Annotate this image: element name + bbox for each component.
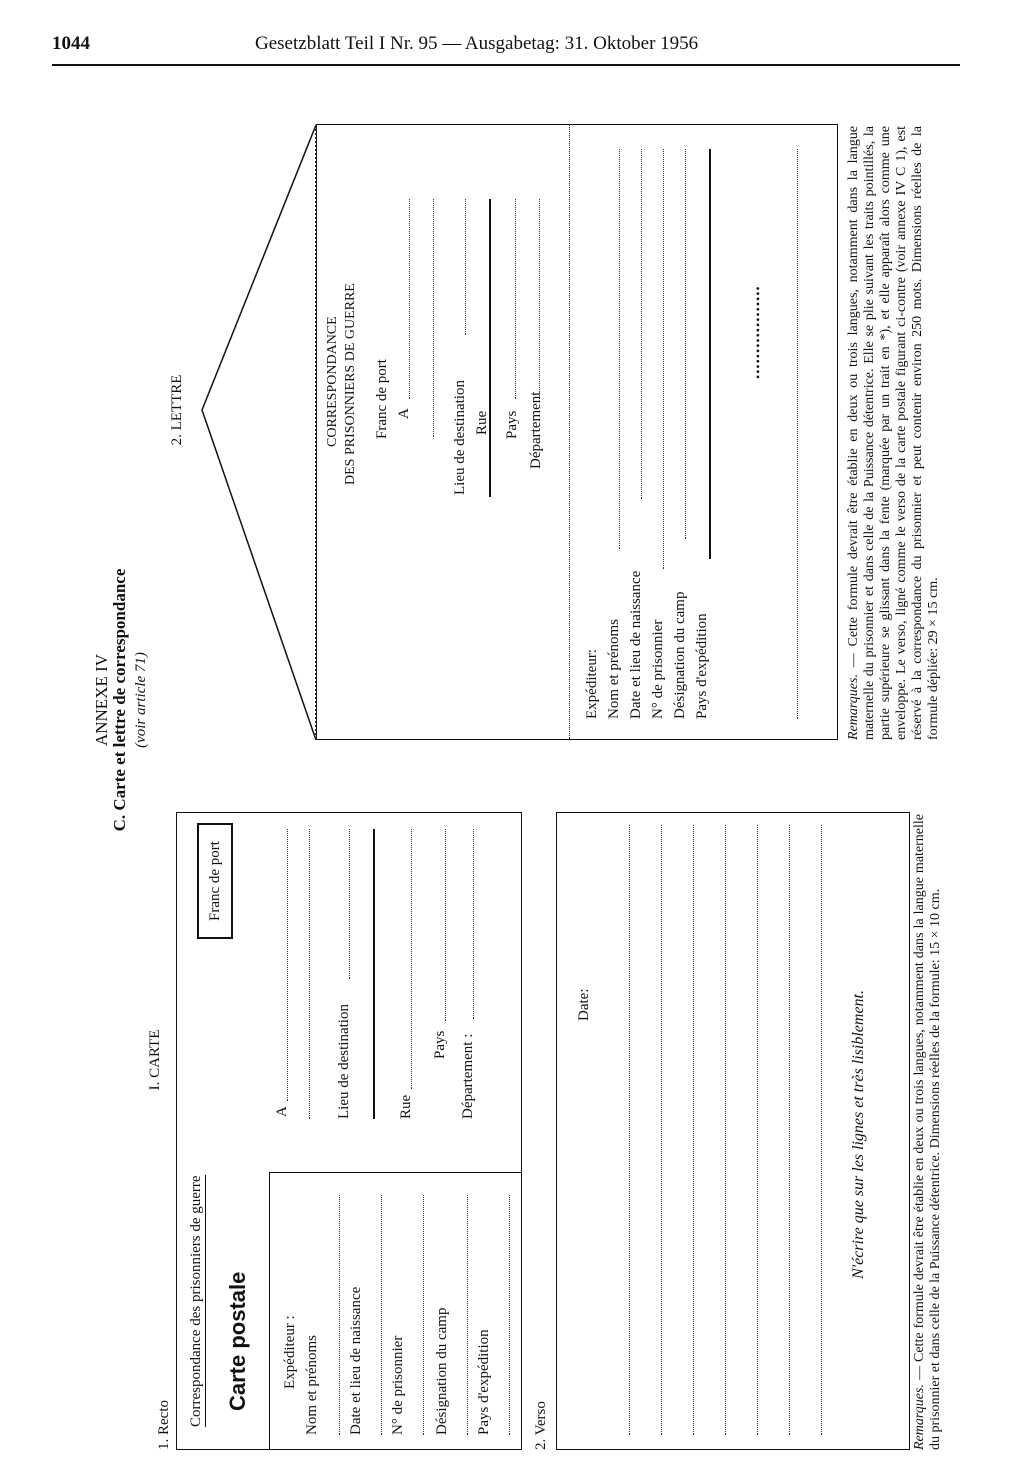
lettre-dotline bbox=[539, 199, 540, 399]
recto-field-pays: Pays bbox=[432, 1030, 448, 1059]
carte-remarks-label: Remarques. bbox=[912, 1384, 927, 1450]
lettre-sender-number: N° de prisonnier bbox=[650, 619, 666, 719]
lettre-remarks-label: Remarques. bbox=[846, 674, 861, 740]
lettre-sender-country: Pays d'expédition bbox=[694, 613, 710, 719]
page-number: 1044 bbox=[52, 33, 90, 54]
fold-line-top bbox=[315, 125, 317, 739]
lettre-header-line1: CORRESPONDANCE bbox=[325, 316, 340, 447]
recto-dotline bbox=[349, 829, 350, 979]
verso-dotline bbox=[661, 825, 662, 1435]
recto-top-line: Correspondance des prisonniers de guerre bbox=[188, 1175, 204, 1427]
verso-label: 2. Verso bbox=[533, 1401, 549, 1450]
stamp-box bbox=[197, 823, 233, 939]
recto-field-street: Rue bbox=[398, 1094, 414, 1119]
lettre-dotline bbox=[641, 149, 642, 499]
flap-outline bbox=[202, 125, 316, 740]
header-title: Gesetzblatt Teil I Nr. 95 — Ausgabetag: 31. Oktober 1956 bbox=[255, 33, 699, 54]
recto-dotline bbox=[423, 1195, 424, 1435]
fold-line-middle bbox=[569, 125, 570, 739]
recto-card bbox=[176, 812, 522, 1450]
lettre-slot-stars: •••••••••••••••••• bbox=[751, 285, 765, 379]
recto-field-camp: Désignation du camp bbox=[434, 1307, 450, 1435]
annex-page-rotated bbox=[0, 126, 943, 1470]
verso-dotline bbox=[693, 825, 694, 1435]
lettre-dest-rue: Rue bbox=[474, 410, 490, 435]
carte-remarks bbox=[912, 814, 944, 1450]
verso-dotline bbox=[789, 825, 790, 1435]
lettre-header-line2: DES PRISONNIERS DE GUERRE bbox=[343, 283, 358, 485]
lettre-sender-name: Nom et prénoms bbox=[606, 619, 622, 719]
lettre-remarks bbox=[846, 126, 942, 740]
recto-dotline bbox=[473, 829, 474, 1019]
lettre-dotline bbox=[685, 149, 686, 539]
lettre-sender-birth: Date et lieu de naissance bbox=[628, 570, 644, 719]
verso-dotline bbox=[629, 825, 630, 1435]
carte-remarks-text: — Cette formule devrait être établie en deux ou trois langues, notamment dans la langue maternelle du prisonnier et dans celle de la Puissance détentrice. Dimensions réelles de la formule: 15 × 10 cm. bbox=[912, 814, 943, 1450]
lettre-dotline bbox=[619, 149, 620, 549]
lettre-dest-pays: Pays bbox=[504, 410, 520, 439]
lettre-dotline bbox=[515, 199, 516, 399]
recto-label: 1. Recto bbox=[156, 1400, 172, 1450]
lettre-dotline bbox=[663, 149, 664, 569]
carte-section-title: I. CARTE bbox=[147, 1029, 163, 1091]
recto-dotline bbox=[411, 829, 412, 1089]
recto-solid-line bbox=[373, 829, 375, 1119]
recto-heading: Carte postale bbox=[225, 1271, 250, 1411]
lettre-a-label: A bbox=[396, 408, 412, 419]
verso-instruction: N'écrire que sur les lignes et très lisiblement. bbox=[850, 989, 867, 1279]
lettre-solid-line bbox=[709, 149, 711, 559]
lettre-dotline bbox=[433, 199, 434, 437]
recto-field-sender: Expéditeur : bbox=[282, 1315, 298, 1389]
lettre-form bbox=[316, 124, 838, 740]
lettre-sender-label: Expéditeur: bbox=[584, 649, 600, 719]
recto-field-name: Nom et prénoms bbox=[304, 1335, 320, 1435]
recto-field-number: N° de prisonnier bbox=[390, 1335, 406, 1435]
lettre-sender-camp: Désignation du camp bbox=[672, 591, 688, 719]
annex-reference: (voir article 71) bbox=[133, 652, 149, 748]
recto-dotline bbox=[509, 1195, 510, 1435]
verso-dotline bbox=[821, 825, 822, 1435]
lettre-franc-de-port: Franc de port bbox=[374, 359, 390, 439]
lettre-solid-line bbox=[489, 199, 491, 497]
verso-dotline bbox=[757, 825, 758, 1435]
verso-dotline bbox=[725, 825, 726, 1435]
verso-card bbox=[556, 812, 910, 1450]
recto-dotline bbox=[467, 1195, 468, 1435]
recto-franc-de-port: Franc de port bbox=[207, 841, 223, 921]
lettre-dotline bbox=[465, 199, 466, 335]
recto-field-destination: Lieu de destination bbox=[336, 1004, 352, 1119]
recto-field-birth: Date et lieu de naissance bbox=[348, 1286, 364, 1435]
verso-date-label: Date: bbox=[576, 988, 592, 1021]
recto-dotline bbox=[445, 829, 446, 1021]
annex-subtitle: C. Carte et lettre de correspondance bbox=[110, 568, 129, 832]
recto-field-country: Pays d'expédition bbox=[476, 1329, 492, 1435]
lettre-dotline bbox=[409, 199, 410, 399]
recto-dotline bbox=[287, 829, 288, 1101]
lettre-section-title: 2. LETTRE bbox=[169, 374, 185, 446]
envelope-flap bbox=[196, 120, 320, 740]
header-rule bbox=[52, 64, 960, 66]
lettre-dotline bbox=[797, 149, 798, 719]
lettre-dest-departement: Département bbox=[528, 391, 544, 469]
lettre-dest-lieu: Lieu de destination bbox=[452, 380, 468, 495]
recto-field-a: A bbox=[274, 1106, 290, 1117]
lettre-remarks-text: — Cette formule devrait être établie en deux ou trois langues, notamment dans la langue maternelle du prisonnier et dans celle de la Puissance détentrice. Elle se plie suivant les traits pointillés, la partie supérieure se glissant dans la fente (marquée par un trait en *), et elle apparaît alors comme une enveloppe. Le verso, ligné comme le verso de la carte postale figurant ci-contre (voir annexe IV C 1), est réservé à la correspondance du prisonnier et peut contenir environ 250 mots. Dimensions réelles de la formule dépliée: 29 × 15 cm. bbox=[846, 126, 941, 740]
recto-dotline bbox=[381, 1195, 382, 1435]
recto-dotline bbox=[309, 829, 310, 1119]
annex-title: ANNEXE IV bbox=[92, 653, 111, 747]
recto-dotline bbox=[339, 1195, 340, 1435]
recto-field-departement: Département : bbox=[460, 1033, 476, 1119]
